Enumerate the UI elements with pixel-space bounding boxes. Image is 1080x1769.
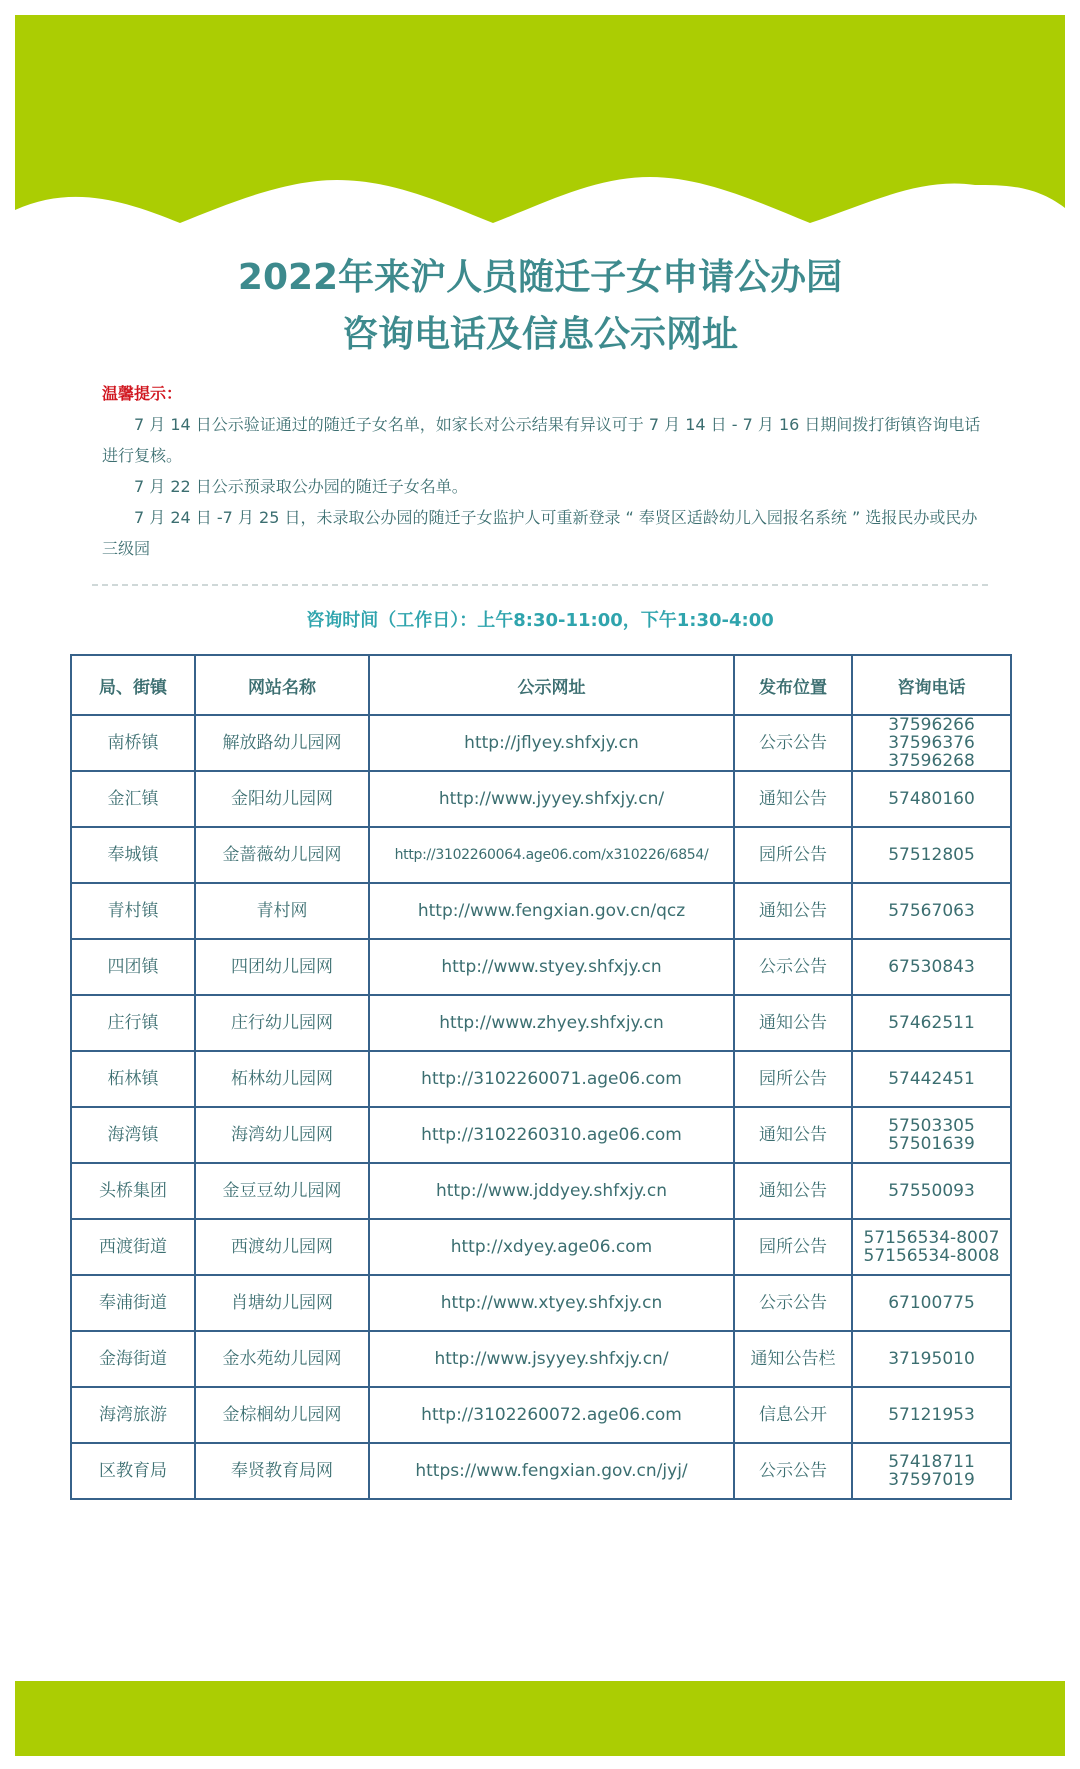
town-cell: 金汇镇 [71,771,195,827]
phone-cell [852,1051,1011,1107]
site-name-cell: 庄行幼儿园网 [195,995,369,1051]
notice-paragraph: 7 月 14 日公示验证通过的随迁子女名单，如家长对公示结果有异议可于 7 月 14 日 - 7 月 16 日期间拨打街镇咨询电话进行复核。 [102,415,981,465]
phone-cell [852,771,1011,827]
table-row [71,1163,1011,1219]
table-row [71,995,1011,1051]
table-row [71,715,1011,771]
site-name-cell: 金水苑幼儿园网 [195,1331,369,1387]
town-cell: 青村镇 [71,883,195,939]
site-name-cell: 奉贤教育局网 [195,1443,369,1499]
table-row [71,1331,1011,1387]
phone-cell [852,1219,1011,1275]
site-name-cell: 西渡幼儿园网 [195,1219,369,1275]
dashed-divider [92,584,988,586]
header-url: 公示网址 [369,655,734,715]
notice-paragraph: 7 月 24 日 -7 月 25 日，未录取公办园的随迁子女监护人可重新登录 “ 奉贤区适龄幼儿入园报名系统 ” 选报民办或民办三级园 [102,508,978,558]
location-cell: 通知公告 [734,771,852,827]
town-cell: 头桥集团 [71,1163,195,1219]
location-cell: 通知公告 [734,1107,852,1163]
table-row [71,1219,1011,1275]
contact-table [70,654,1012,1500]
town-cell: 西渡街道 [71,1219,195,1275]
town-cell: 庄行镇 [71,995,195,1051]
phone-cell [852,1443,1011,1499]
phone-number: 57550093 [888,1181,975,1201]
phone-cell [852,995,1011,1051]
header-site-name: 网站名称 [195,655,369,715]
phone-number: 57501639 [888,1134,975,1154]
location-cell: 公示公告 [734,1275,852,1331]
notice-paragraph: 7 月 22 日公示预录取公办园的随迁子女名单。 [134,477,468,496]
url-cell[interactable]: http://3102260064.age06.com/x310226/6854/ [369,827,734,883]
phone-cell [852,883,1011,939]
table-row [71,1275,1011,1331]
url-cell[interactable]: http://www.styey.shfxjy.cn [369,939,734,995]
location-cell: 园所公告 [734,1051,852,1107]
location-cell: 园所公告 [734,1219,852,1275]
table-row [71,1051,1011,1107]
phone-number: 57156534-8008 [863,1246,1000,1266]
phone-number: 57442451 [888,1069,975,1089]
table-row [71,771,1011,827]
location-cell: 公示公告 [734,715,852,771]
url-cell[interactable]: https://www.fengxian.gov.cn/jyj/ [369,1443,734,1499]
phone-number: 57512805 [888,845,975,865]
phone-number: 57503305 [888,1116,975,1136]
table-row [71,883,1011,939]
site-name-cell: 金棕榈幼儿园网 [195,1387,369,1443]
phone-cell [852,1275,1011,1331]
url-cell[interactable]: http://www.zhyey.shfxjy.cn [369,995,734,1051]
phone-cell [852,1387,1011,1443]
site-name-cell: 解放路幼儿园网 [195,715,369,771]
location-cell: 公示公告 [734,939,852,995]
table-row [71,1443,1011,1499]
url-cell[interactable]: http://3102260072.age06.com [369,1387,734,1443]
url-cell[interactable]: http://www.xtyey.shfxjy.cn [369,1275,734,1331]
phone-number: 57567063 [888,901,975,921]
header-phone: 咨询电话 [852,655,1011,715]
phone-number: 37596376 [888,733,975,753]
notice-label: 温馨提示： [102,384,183,403]
town-cell: 海湾旅游 [71,1387,195,1443]
phone-number: 67100775 [888,1293,975,1313]
site-name-cell: 金阳幼儿园网 [195,771,369,827]
table-row [71,1387,1011,1443]
town-cell: 海湾镇 [71,1107,195,1163]
site-name-cell: 青村网 [195,883,369,939]
page-title-line1: 2022年来沪人员随迁子女申请公办园 [237,257,843,298]
page-title-line2: 咨询电话及信息公示网址 [341,314,738,355]
phone-number: 37597019 [888,1470,975,1490]
site-name-cell: 四团幼儿园网 [195,939,369,995]
table-header-row [71,655,1011,715]
header-location: 发布位置 [734,655,852,715]
town-cell: 奉浦街道 [71,1275,195,1331]
phone-cell [852,715,1011,771]
location-cell: 通知公告 [734,1163,852,1219]
phone-number: 57156534-8007 [863,1228,1000,1248]
site-name-cell: 海湾幼儿园网 [195,1107,369,1163]
url-cell[interactable]: http://xdyey.age06.com [369,1219,734,1275]
location-cell: 园所公告 [734,827,852,883]
table-row [71,1107,1011,1163]
town-cell: 柘林镇 [71,1051,195,1107]
url-cell[interactable]: http://www.jyyey.shfxjy.cn/ [369,771,734,827]
location-cell: 通知公告栏 [734,1331,852,1387]
bottom-banner [15,1681,1065,1756]
table-body [71,715,1011,1499]
top-banner [15,15,1065,225]
phone-cell [852,1331,1011,1387]
location-cell: 信息公开 [734,1387,852,1443]
town-cell: 金海街道 [71,1331,195,1387]
phone-number: 37596268 [888,751,975,771]
phone-number: 57480160 [888,789,975,809]
url-cell[interactable]: http://3102260310.age06.com [369,1107,734,1163]
site-name-cell: 金豆豆幼儿园网 [195,1163,369,1219]
url-cell[interactable]: http://www.jsyyey.shfxjy.cn/ [369,1331,734,1387]
phone-cell [852,939,1011,995]
location-cell: 公示公告 [734,1443,852,1499]
town-cell: 四团镇 [71,939,195,995]
url-cell[interactable]: http://3102260071.age06.com [369,1051,734,1107]
phone-cell [852,1163,1011,1219]
phone-number: 67530843 [888,957,975,977]
table-row [71,827,1011,883]
town-cell: 奉城镇 [71,827,195,883]
site-name-cell: 金蔷薇幼儿园网 [195,827,369,883]
header-town: 局、街镇 [71,655,195,715]
town-cell: 区教育局 [71,1443,195,1499]
location-cell: 通知公告 [734,883,852,939]
url-cell[interactable]: http://www.jddyey.shfxjy.cn [369,1163,734,1219]
notice-block [102,378,984,564]
url-cell[interactable]: http://www.fengxian.gov.cn/qcz [369,883,734,939]
site-name-cell: 肖塘幼儿园网 [195,1275,369,1331]
location-cell: 通知公告 [734,995,852,1051]
phone-number: 37596266 [888,715,975,735]
phone-cell [852,1107,1011,1163]
phone-cell [852,827,1011,883]
url-cell[interactable]: http://jflyey.shfxjy.cn [369,715,734,771]
phone-number: 57121953 [888,1405,975,1425]
consult-hours: 咨询时间（工作日）：上午8:30-11:00，下午1:30-4:00 [306,610,774,631]
table-row [71,939,1011,995]
phone-number: 57462511 [888,1013,975,1033]
town-cell: 南桥镇 [71,715,195,771]
phone-number: 37195010 [888,1349,975,1369]
phone-number: 57418711 [888,1452,975,1472]
site-name-cell: 柘林幼儿园网 [195,1051,369,1107]
